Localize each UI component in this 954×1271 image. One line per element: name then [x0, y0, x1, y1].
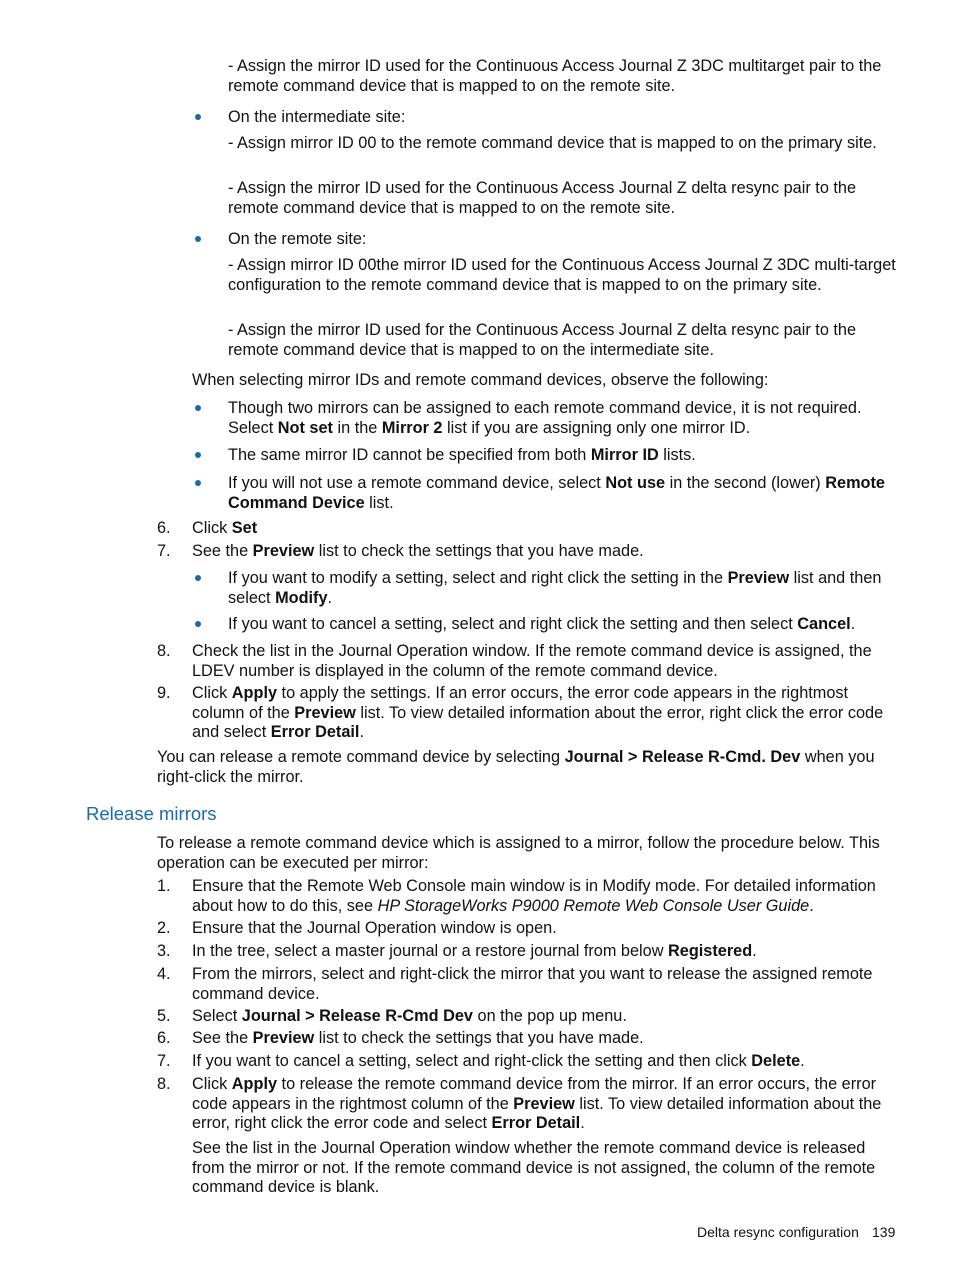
release-step-2: Ensure that the Journal Operation window is open. — [192, 919, 557, 937]
paragraph-3dc-mirror-remote: - Assign the mirror ID used for the Continuous Access Journal Z 3DC multitarget pair to the remote command device that is mapped to on the remote site. — [228, 57, 882, 95]
observe-item-same-mirror-id: The same mirror ID cannot be specified from both Mirror ID lists. — [228, 446, 696, 464]
paragraph-remote-2: - Assign the mirror ID used for the Continuous Access Journal Z delta resync pair to the remote command device that is mapped to on the intermediate site. — [228, 321, 857, 359]
paragraph-intermediate-1: - Assign mirror ID 00 to the remote command device that is mapped to on the primary site. — [228, 134, 877, 152]
step-number: 6. — [157, 1029, 171, 1047]
bullet-icon — [195, 405, 201, 411]
bullet-icon — [195, 575, 201, 581]
step-6-click-set: Click Set — [192, 519, 258, 537]
bullet-icon — [195, 114, 201, 120]
step-7-modify-bullet: If you want to modify a setting, select and right click the setting in the Preview list and then select Modify. — [228, 569, 882, 607]
observe-intro: When selecting mirror IDs and remote command devices, observe the following: — [192, 371, 769, 389]
bullet-icon — [195, 621, 201, 627]
remote-site-label: On the remote site: — [228, 230, 367, 248]
step-number: 8. — [157, 642, 171, 660]
step-8-check-list: Check the list in the Journal Operation window. If the remote command device is assigned, the LDEV number is displayed in the column of the remote command device. — [192, 642, 872, 680]
release-step-4: From the mirrors, select and right-click the mirror that you want to release the assigned remote command device. — [192, 965, 873, 1003]
step-number: 8. — [157, 1075, 171, 1093]
step-number: 9. — [157, 684, 171, 702]
step-7-see-preview: See the Preview list to check the settings that you have made. — [192, 542, 644, 560]
release-step-8-note: See the list in the Journal Operation window whether the remote command device is released from the mirror or not. If the remote command device is not assigned, the column of the remote command device is blank. — [192, 1139, 876, 1196]
release-step-3: In the tree, select a master journal or a restore journal from below Registered. — [192, 942, 757, 960]
release-step-8: Click Apply to release the remote command device from the mirror. If an error occurs, the error code appears in the rightmost column of the Preview list. To view detailed information about the error, right click the error code and select Error Detail. — [192, 1075, 882, 1132]
bullet-icon — [195, 480, 201, 486]
bullet-icon — [195, 236, 201, 242]
step-number: 2. — [157, 919, 171, 937]
intermediate-site-label: On the intermediate site: — [228, 108, 406, 126]
step-number: 1. — [157, 877, 171, 895]
step-number: 3. — [157, 942, 171, 960]
release-step-5: Select Journal > Release R-Cmd Dev on the pop up menu. — [192, 1007, 627, 1025]
observe-item-two-mirrors: Though two mirrors can be assigned to each remote command device, it is not required. Select Not set in the Mirror 2 list if you are assigning only one mirror ID. — [228, 399, 862, 437]
paragraph-remote-1: - Assign mirror ID 00the mirror ID used for the Continuous Access Journal Z 3DC multi-target configuration to the remote command device that is mapped to on the primary site. — [228, 256, 896, 294]
release-intro: To release a remote command device which is assigned to a mirror, follow the procedure below. This operation can be executed per mirror: — [157, 834, 880, 872]
step-7-cancel-bullet: If you want to cancel a setting, select and right click the setting and then select Cancel. — [228, 615, 856, 633]
step-number: 4. — [157, 965, 171, 983]
release-step-6: See the Preview list to check the settings that you have made. — [192, 1029, 644, 1047]
release-command-note: You can release a remote command device by selecting Journal > Release R-Cmd. Dev when you right-click the mirror. — [157, 748, 875, 786]
step-9-click-apply: Click Apply to apply the settings. If an error occurs, the error code appears in the rightmost column of the Preview list. To view detailed information about the error, right click the error code and select Error Detail. — [192, 684, 884, 741]
bullet-icon — [195, 452, 201, 458]
footer-section-title: Delta resync configuration — [697, 1224, 859, 1240]
observe-item-not-use: If you will not use a remote command device, select Not use in the second (lower) Remote Command Device list. — [228, 474, 885, 512]
step-number: 5. — [157, 1007, 171, 1025]
paragraph-intermediate-2: - Assign the mirror ID used for the Continuous Access Journal Z delta resync pair to the remote command device that is mapped to on the remote site. — [228, 179, 857, 217]
step-number: 7. — [157, 1052, 171, 1070]
release-step-7: If you want to cancel a setting, select and right-click the setting and then click Delete. — [192, 1052, 805, 1070]
release-step-1: Ensure that the Remote Web Console main window is in Modify mode. For detailed information about how to do this, see HP StorageWorks P9000 Remote Web Console User Guide. — [192, 877, 876, 915]
section-heading-release-mirrors: Release mirrors — [86, 803, 217, 824]
step-number: 6. — [157, 519, 171, 537]
footer-page-number: 139 — [872, 1224, 896, 1240]
step-number: 7. — [157, 542, 171, 560]
